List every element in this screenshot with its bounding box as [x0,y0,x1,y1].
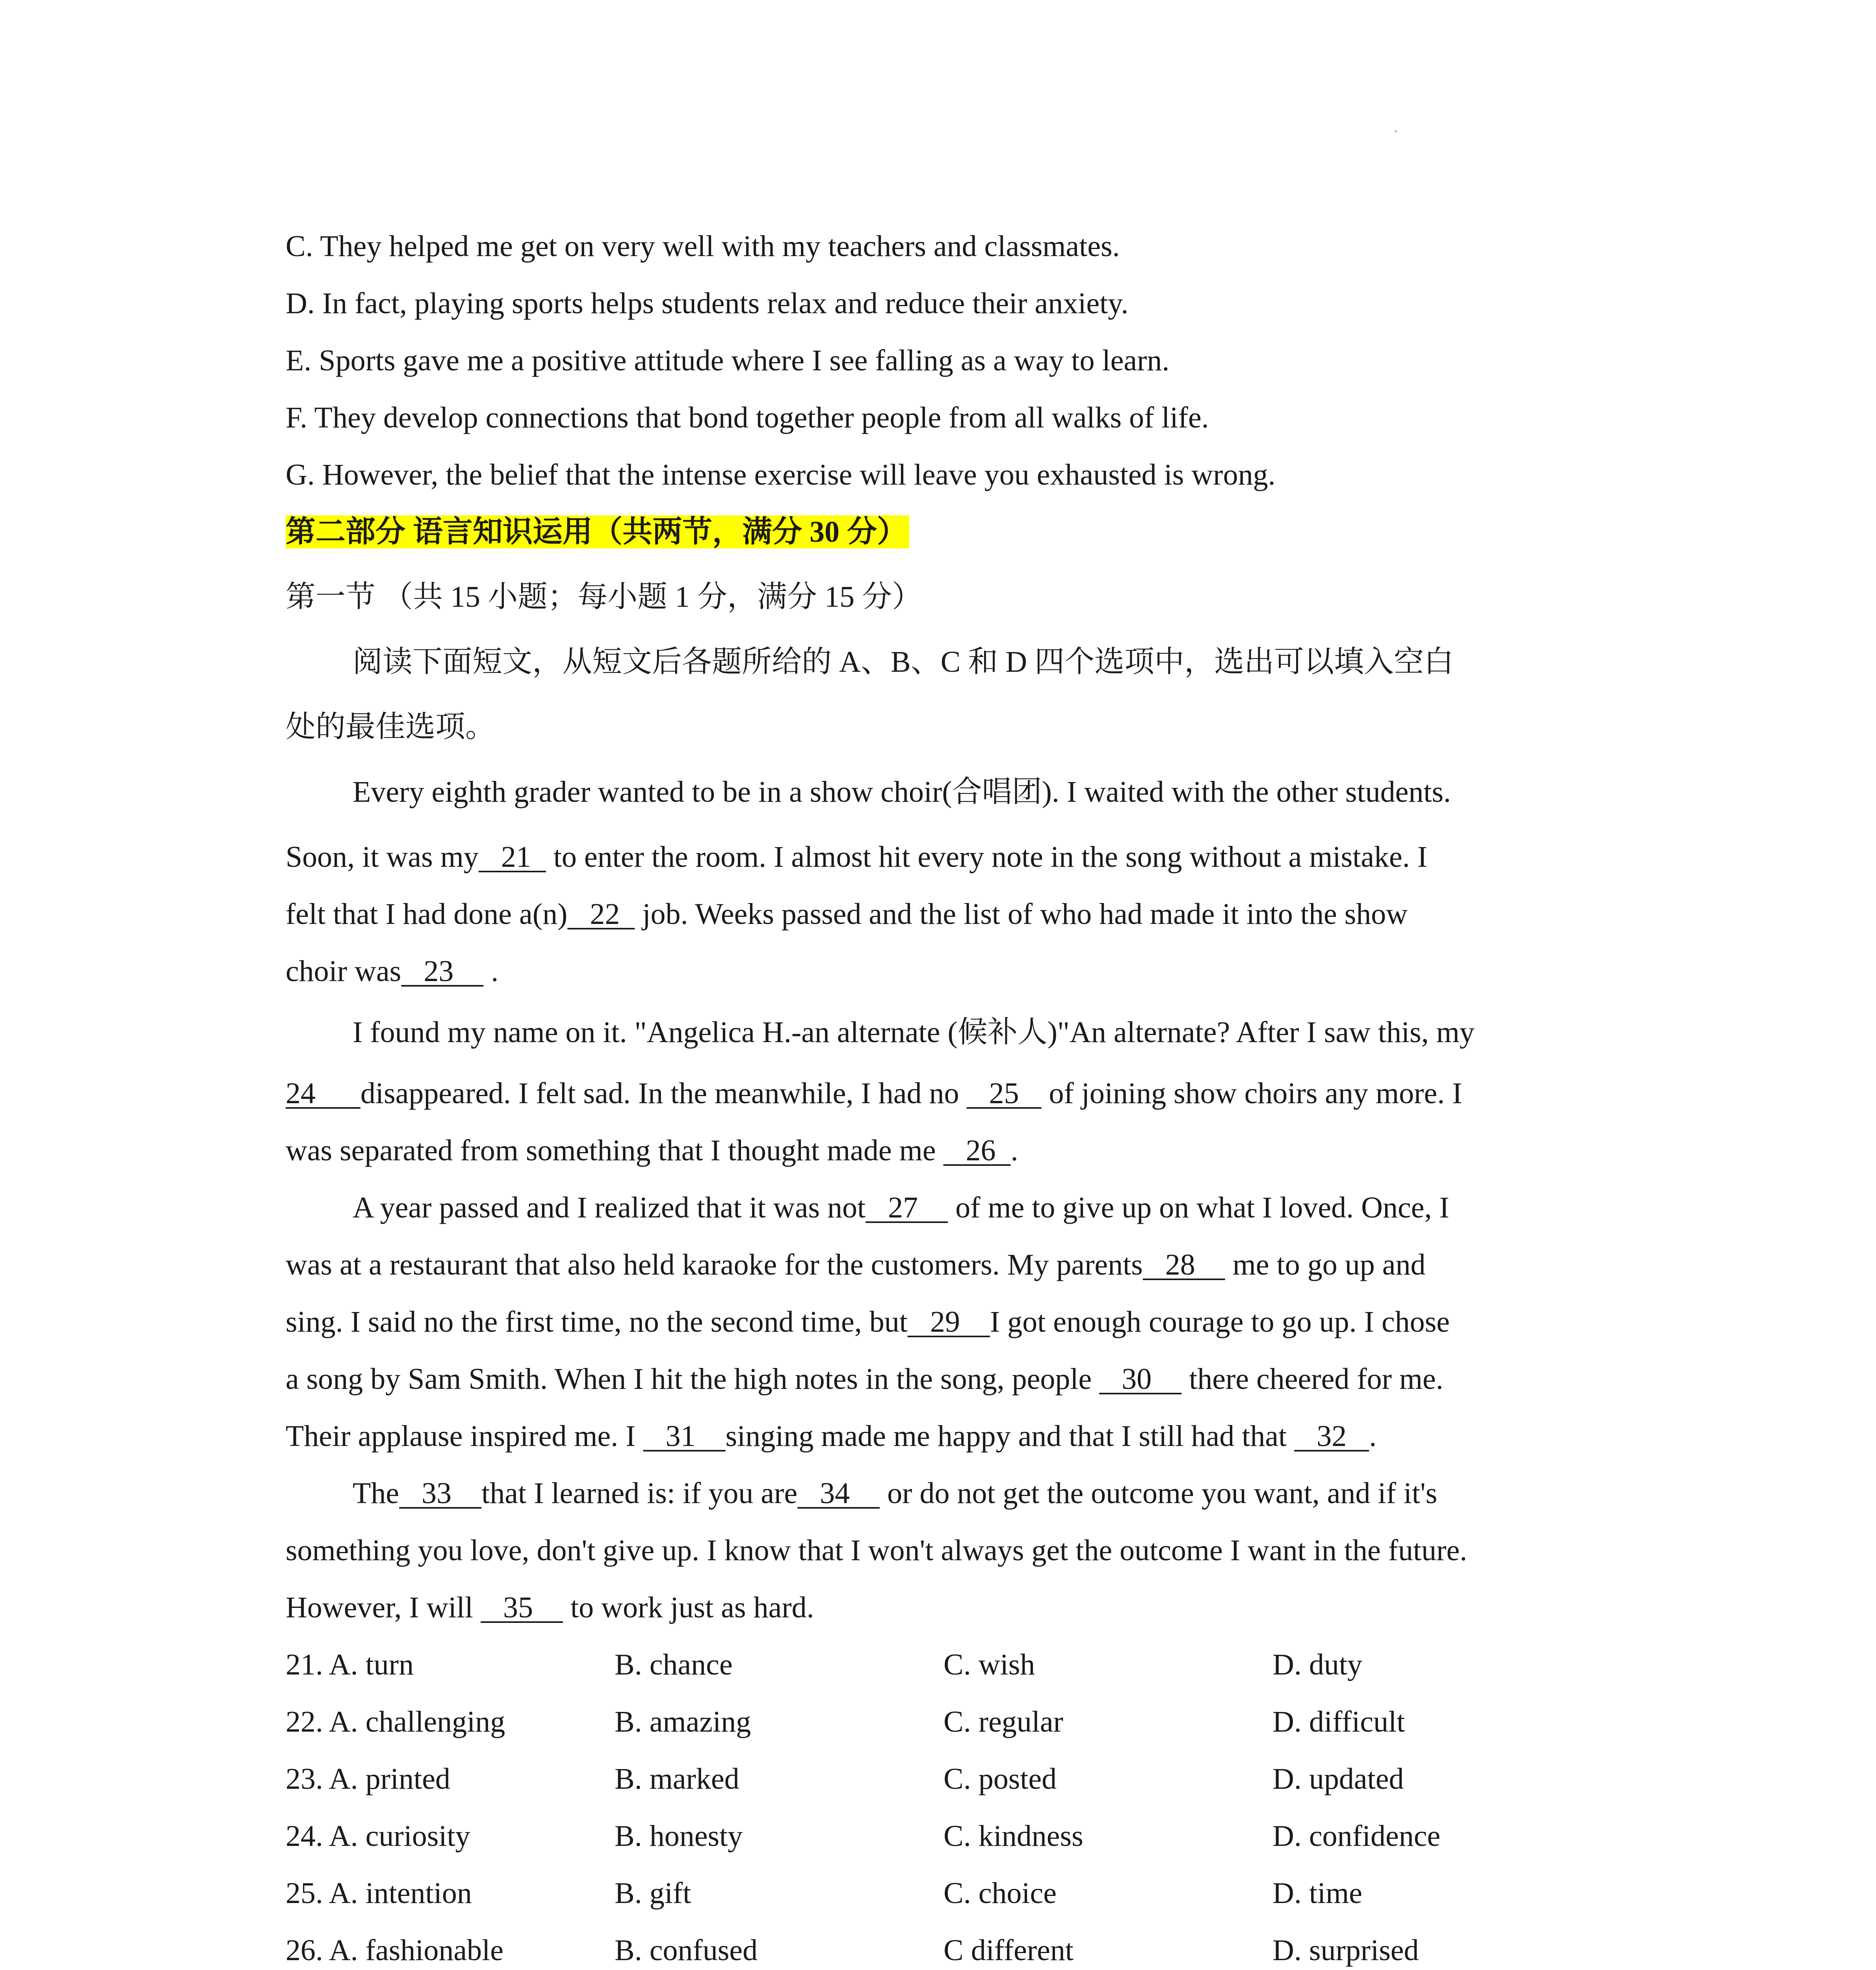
choice-b: B. confused [615,1934,758,1967]
blank-31: 31 [643,1420,726,1453]
choice-d: D. confidence [1272,1819,1441,1853]
text: of me to give up on what I loved. Once, I [948,1191,1449,1224]
choice-d: D. updated [1272,1762,1404,1795]
text: Soon, it was my [286,840,479,873]
option-d: D. In fact, playing sports helps students relax and reduce their anxiety. [286,287,1129,320]
passage-p4-line2: something you love, don't give up. I know that I won't always get the outcome I want in the future. [286,1534,1467,1567]
text: I got enough courage to go up. I chose [990,1305,1450,1338]
blank-33: 33 [399,1477,482,1510]
choice-a: 22. A. challenging [286,1705,505,1738]
part2-heading-text: 第二部分 语言知识运用（共两节，满分 [286,515,810,548]
part2-heading-tail: 分） [840,515,907,548]
text: . [1010,1134,1018,1167]
text: A year passed and I realized that it was not [353,1191,866,1224]
text: to enter the room. I almost hit every note in the song without a mistake. I [546,840,1428,873]
passage-p4-line1 [353,1474,1437,1513]
text: . [1369,1420,1377,1453]
choice-a: 25. A. intention [286,1877,472,1910]
text: to work just as hard. [563,1591,814,1624]
passage-p2-line3 [286,1131,1018,1170]
passage-p3-line5 [286,1416,1376,1456]
page-speck [1395,130,1397,132]
text: disappeared. I felt sad. In the meanwhile, I had no [360,1077,967,1110]
text: was at a restaurant that also held karaoke for the customers. My parents [286,1248,1143,1281]
passage-p1-line1: Every eighth grader wanted to be in a show choir(合唱团). I waited with the other students. [353,775,1451,808]
part2-heading-score: 30 [810,515,840,548]
blank-25: 25 [966,1077,1042,1110]
choice-b: B. gift [615,1877,691,1910]
part2-heading-highlight [286,515,909,548]
blank-26: 26 [943,1134,1011,1167]
blank-34: 34 [797,1477,880,1510]
choice-c: C different [944,1934,1074,1967]
choice-b: B. marked [615,1762,739,1795]
text: singing made me happy and that I still had that [725,1420,1295,1453]
text: job. Weeks passed and the list of who had made it into the show [635,898,1408,931]
text: sing. I said no the first time, no the second time, but [286,1305,908,1338]
text: However, I will [286,1591,481,1624]
choice-d: D. surprised [1272,1934,1419,1967]
text: was separated from something that I thought made me [286,1134,944,1167]
passage-p3-line1 [353,1188,1449,1227]
choice-c: C. posted [944,1762,1057,1795]
blank-23: 23 [401,955,484,988]
instruction-line-1: 阅读下面短文，从短文后各题所给的 A、B、C 和 D 四个选项中，选出可以填入空白 [353,645,1454,678]
section1-heading: 第一节 （共 15 小题；每小题 1 分，满分 15 分） [286,580,922,613]
option-f: F. They develop connections that bond together people from all walks of life. [286,401,1209,434]
text: of joining show choirs any more. I [1041,1077,1462,1110]
passage-p1-line2 [286,837,1427,877]
blank-21: 21 [478,840,546,873]
choice-a: 23. A. printed [286,1762,450,1795]
passage-p3-line4 [286,1359,1443,1399]
passage-p3-line3 [286,1302,1450,1342]
passage-p1-line4 [286,952,498,991]
choice-b: B. amazing [615,1705,751,1738]
text: choir was [286,955,401,988]
text: or do not get the outcome you want, and if it's [880,1477,1438,1510]
text: The [353,1477,399,1510]
blank-27: 27 [866,1191,948,1224]
blank-30: 30 [1099,1362,1182,1396]
text: a song by Sam Smith. When I hit the high notes in the song, people [286,1362,1100,1396]
blank-28: 28 [1142,1248,1225,1281]
text: felt that I had done a(n) [286,898,568,931]
choice-a: 21. A. turn [286,1648,414,1681]
choice-c: C. wish [944,1648,1035,1681]
instruction-line-2: 处的最佳选项。 [286,710,495,743]
passage-p2-line2 [286,1074,1462,1113]
passage-p4-line3 [286,1588,814,1627]
passage-p3-line2 [286,1245,1426,1284]
choice-c: C. kindness [944,1819,1083,1853]
passage-p2-line1: I found my name on it. "Angelica H.-an alternate (候补人)"An alternate? After I saw this, my [353,1016,1475,1049]
text: Their applause inspired me. I [286,1420,643,1453]
choice-d: D. time [1272,1877,1362,1910]
choice-a: 24. A. curiosity [286,1819,470,1853]
text: that I learned is: if you are [481,1477,798,1510]
choice-c: C. regular [944,1705,1063,1738]
part2-heading [286,512,909,552]
text: me to go up and [1225,1248,1426,1281]
choice-b: B. chance [615,1648,733,1681]
choice-c: C. choice [944,1877,1057,1910]
option-c: C. They helped me get on very well with my teachers and classmates. [286,230,1120,263]
choice-a: 26. A. fashionable [286,1934,504,1967]
choice-b: B. honesty [615,1819,743,1853]
text: there cheered for me. [1181,1362,1443,1396]
blank-22: 22 [567,898,635,931]
choice-d: D. difficult [1272,1705,1405,1738]
choice-d: D. duty [1272,1648,1362,1681]
blank-24: 24 [286,1077,360,1110]
text: . [483,955,499,988]
blank-32: 32 [1294,1420,1369,1453]
blank-29: 29 [907,1305,990,1338]
option-g: G. However, the belief that the intense exercise will leave you exhausted is wrong. [286,458,1276,491]
blank-35: 35 [481,1591,563,1624]
passage-p1-line3 [286,894,1408,934]
option-e: E. Sports gave me a positive attitude where I see falling as a way to learn. [286,344,1170,377]
